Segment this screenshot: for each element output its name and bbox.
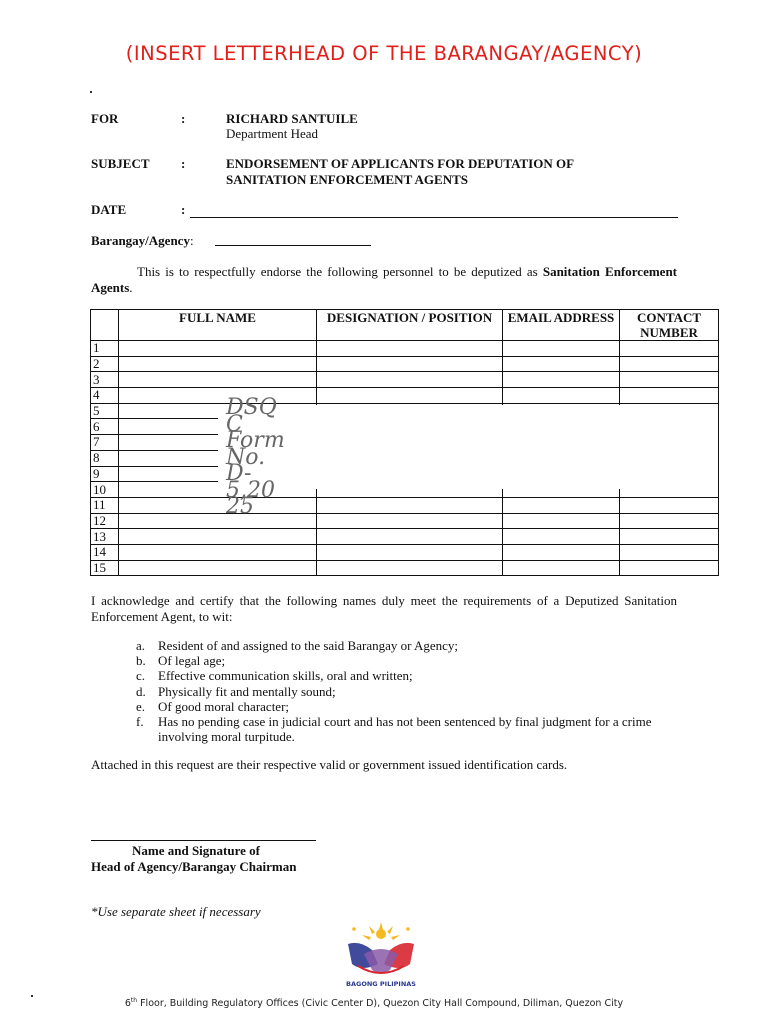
certify-paragraph: I acknowledge and certify that the following names duly meet the requirements of a Deputized Sanitation Enforcement Agent, to wit: (91, 593, 677, 624)
contact-cell[interactable] (620, 356, 719, 372)
row-number: 4 (91, 388, 119, 404)
designation-cell[interactable] (317, 372, 503, 388)
table-row (91, 544, 719, 560)
list-text: Resident of and assigned to the said Barangay or Agency; (158, 638, 459, 653)
subject-colon: : (181, 156, 186, 171)
date-colon: : (181, 202, 186, 217)
full-name-cell[interactable] (119, 356, 317, 372)
requirements-list (136, 638, 678, 744)
stray-mark (90, 91, 92, 93)
form-number-watermark: DSQC Form No. D-5,2025 (226, 395, 285, 519)
for-label: FOR (91, 111, 119, 126)
designation-cell[interactable] (317, 529, 503, 545)
footer-floor-number: 6 (124, 998, 131, 1010)
table-row (91, 560, 719, 576)
email-cell[interactable] (503, 513, 620, 529)
subject-label: SUBJECT (91, 156, 150, 171)
table-header-row (91, 310, 719, 341)
email-cell[interactable] (503, 372, 620, 388)
barangay-field-line[interactable] (215, 232, 371, 246)
list-item (136, 684, 678, 699)
row-number: 15 (91, 560, 119, 576)
bagong-pilipinas-emblem-icon (338, 920, 424, 990)
list-marker: b. (136, 653, 146, 669)
table-row (91, 497, 719, 513)
designation-cell[interactable] (317, 544, 503, 560)
contact-cell[interactable] (620, 497, 719, 513)
header-number (91, 310, 119, 341)
contact-cell[interactable] (620, 513, 719, 529)
table-row (91, 341, 719, 357)
header-contact: CONTACT NUMBER (620, 310, 719, 341)
header-designation: DESIGNATION / POSITION (317, 310, 503, 341)
list-text: Has no pending case in judicial court and has not been sentenced by final judgment for a crime involving moral turpitude. (158, 714, 652, 745)
barangay-agency (91, 233, 194, 249)
watermark-mask (218, 405, 718, 489)
list-marker: e. (136, 698, 146, 714)
email-cell[interactable] (503, 356, 620, 372)
designation-cell[interactable] (317, 356, 503, 372)
email-cell[interactable] (503, 544, 620, 560)
designation-cell[interactable] (317, 497, 503, 513)
barangay-label: Barangay/Agency (91, 233, 190, 248)
table-row (91, 513, 719, 529)
footer-address-text: Floor, Building Regulatory Offices (Civic Center D), Quezon City Hall Compound, Diliman, Quezon City (137, 998, 624, 1010)
list-item (136, 714, 678, 744)
signature-line[interactable] (91, 840, 316, 841)
list-text: Of good moral character; (158, 698, 290, 714)
signature-caption-2: Head of Agency/Barangay Chairman (91, 859, 297, 874)
email-cell[interactable] (503, 341, 620, 357)
list-item (136, 653, 678, 668)
date-field-line[interactable] (190, 204, 678, 218)
table-row (91, 529, 719, 545)
list-item (136, 699, 678, 714)
intro-end: . (129, 280, 133, 295)
footer-floor-suffix: th (130, 997, 138, 1004)
row-number: 1 (91, 341, 119, 357)
designation-cell[interactable] (317, 341, 503, 357)
full-name-cell[interactable] (119, 513, 317, 529)
designation-cell[interactable] (317, 513, 503, 529)
list-marker: d. (136, 683, 146, 699)
row-number: 3 (91, 372, 119, 388)
letterhead-placeholder: (INSERT LETTERHEAD OF THE BARANGAY/AGENCY) (125, 42, 643, 65)
subject-line-1: ENDORSEMENT OF APPLICANTS FOR DEPUTATION OF (226, 156, 575, 171)
full-name-cell[interactable] (119, 497, 317, 513)
row-number: 12 (91, 513, 119, 529)
list-marker: f. (136, 714, 144, 730)
contact-cell[interactable] (620, 341, 719, 357)
contact-cell[interactable] (620, 560, 719, 576)
full-name-cell[interactable] (119, 341, 317, 357)
header-full-name: FULL NAME (119, 310, 317, 341)
date-label: DATE (91, 202, 127, 217)
for-title: Department Head (226, 126, 319, 141)
designation-cell[interactable] (317, 560, 503, 576)
list-marker: a. (136, 638, 146, 653)
table-row (91, 356, 719, 372)
row-number: 9 (91, 466, 119, 482)
table-row (91, 388, 719, 404)
contact-cell[interactable] (620, 372, 719, 388)
email-cell[interactable] (503, 497, 620, 513)
signature-caption-1: Name and Signature of (132, 843, 260, 858)
designation-cell[interactable] (317, 388, 503, 404)
attached-paragraph: Attached in this request are their respective valid or government issued identification cards. (91, 757, 568, 772)
full-name-cell[interactable] (119, 560, 317, 576)
list-marker: c. (136, 668, 146, 684)
contact-cell[interactable] (620, 388, 719, 404)
intro-bold: Sanitation Enforcement Agents (91, 264, 677, 295)
intro-paragraph (91, 264, 677, 296)
intro-text: This is to respectfully endorse the following personnel to be deputized as (137, 264, 543, 279)
for-colon: : (181, 111, 186, 126)
email-cell[interactable] (503, 560, 620, 576)
separate-sheet-note: *Use separate sheet if necessary (91, 904, 261, 919)
barangay-colon: : (189, 233, 194, 248)
full-name-cell[interactable] (119, 388, 317, 404)
table-row (91, 372, 719, 388)
email-cell[interactable] (503, 529, 620, 545)
row-number: 10 (91, 482, 119, 498)
row-number: 2 (91, 356, 119, 372)
full-name-cell[interactable] (119, 529, 317, 545)
row-number: 8 (91, 450, 119, 466)
contact-cell[interactable] (620, 544, 719, 560)
contact-cell[interactable] (620, 529, 719, 545)
row-number: 6 (91, 419, 119, 435)
row-number: 14 (91, 544, 119, 560)
header-email: EMAIL ADDRESS (503, 310, 620, 341)
email-cell[interactable] (503, 388, 620, 404)
footer-address (0, 997, 748, 1009)
list-item (136, 638, 678, 653)
full-name-cell[interactable] (119, 544, 317, 560)
subject-line-2: SANITATION ENFORCEMENT AGENTS (226, 172, 468, 187)
full-name-cell[interactable] (119, 372, 317, 388)
logo-caption: BAGONG PILIPINAS (346, 980, 416, 988)
bagong-pilipinas-logo (338, 920, 424, 990)
row-number: 7 (91, 435, 119, 451)
list-text: Physically fit and mentally sound; (158, 683, 336, 699)
row-number: 13 (91, 529, 119, 545)
for-name: RICHARD SANTUILE (226, 111, 358, 126)
list-item (136, 668, 678, 683)
row-number: 11 (91, 497, 119, 513)
list-text: Effective communication skills, oral and written; (158, 668, 413, 684)
list-text: Of legal age; (158, 653, 226, 669)
row-number: 5 (91, 403, 119, 419)
